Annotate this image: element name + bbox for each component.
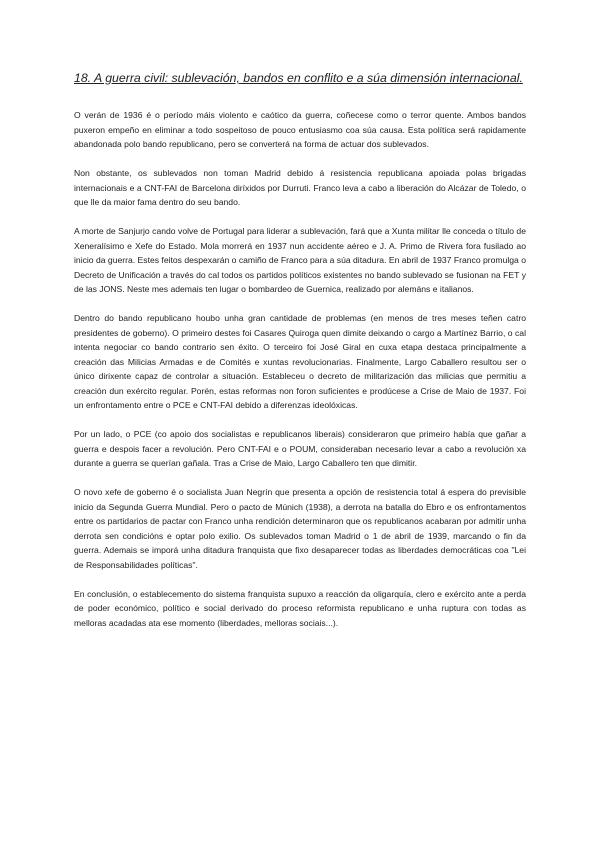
document-title: 18. A guerra civil: sublevación, bandos en conflito e a súa dimensión internacional. — [74, 71, 523, 85]
paragraph-negrin-end-of-war: O novo xefe de goberno é o socialista Juan Negrín que presenta a opción de resistencia total á espera do previsible inicio da Segunda Guerra Mundial. Pero o pacto de Múnich (1938), a derrota na batalla do Ebro e os enfrontamentos entre os partidarios de pactar con Franco unha rendición determinaron que os republicanos acabaran por admitir unha derrota sen condicións e optar polo exilio. Os sublevados toman Madrid o 1 de abril de 1939, marcando o fin da guerra. Ademais se imporá unha ditadura franquista que fixo desaparecer todas as liberdades democráticas coa "Lei de Responsabilidades políticas". — [74, 487, 526, 570]
paragraph-terror-quente: O verán de 1936 é o período máis violento e caótico da guerra, coñecese como o terror quente. Ambos bandos puxeron empeño en eliminar a todo sospeitoso de pouco entusiasmo coa súa causa. Esta política será rapidamente abandonada polo bando republicano, pero se converterá na forma de actuar dos sublevados. — [74, 110, 526, 149]
paragraph-pce-vs-cnt: Por un lado, o PCE (co apoio dos socialistas e republicanos liberais) consideraron que primeiro había que gañar a guerra e despois facer a revolución. Pero CNT-FAI e o POUM, consideraban necesario levar a cabo a revolución xa durante a guerra se querían gañala. Tras a Crise de Maio, Largo Caballero ten que dimitir. — [74, 429, 526, 468]
paragraph-madrid-resistance: Non obstante, os sublevados non toman Madrid debido á resistencia republicana apoiada polas brigadas internacionais e a CNT-FAI de Barcelona diríxidos por Durruti. Franco leva a cabo a liberación do Alcázar de Toledo, o que lle da maior fama dentro do seu bando. — [74, 168, 526, 207]
document-page — [74, 70, 526, 645]
paragraph-republican-problems: Dentro do bando republicano houbo unha gran cantidade de problemas (en menos de tres meses teñen catro presidentes de goberno). O primeiro destes foi Casares Quiroga quen dimite deixando o cargo a Martínez Barrio, o cal intenta negociar co bando contrario sen éxito. O terceiro foi José Giral en cuxa etapa destaca principalmente a creación das Milicias Armadas e de Comités e xuntas revolucionarias. Finalmente, Largo Caballero resultou ser o único dirixente capaz de controlar a situación. Estableceu o decreto de militarización das milicias que permitiu a creación dun exército regular. Porén, estas reformas non foron suficientes e prodúcese a Crise de Maio de 1937. Foi un enfrontamento entre o PCE e CNT-FAI debido a diferenzas ideolóxicas. — [74, 313, 526, 410]
paragraph-franco-rise: A morte de Sanjurjo cando volve de Portugal para liderar a sublevación, fará que a Xunta militar lle conceda o título de Xeneralísimo e Xefe do Estado. Mola morrerá en 1937 nun accidente aéreo e J. A. Primo de Rivera fora fusilado ao inicio da guerra. Estes feitos despexarán o camiño de Franco para a súa ditadura. En abril de 1937 Franco promulga o Decreto de Unificación a través do cal todos os partidos políticos existentes no bando sublevado se fusionan na FET y de las JONS. Neste mes ademais ten lugar o bombardeo de Guernica, realizado por alemáns e italianos. — [74, 226, 526, 294]
paragraph-conclusion: En conclusión, o establecemento do sistema franquista supuxo a reacción da oligarquía, clero e exército ante a perda de poder económico, político e social derivado do proceso reformista republicano e unha ruptura con todas as melloras acadadas ata ese momento (liberdades, melloras sociais...). — [74, 588, 526, 628]
